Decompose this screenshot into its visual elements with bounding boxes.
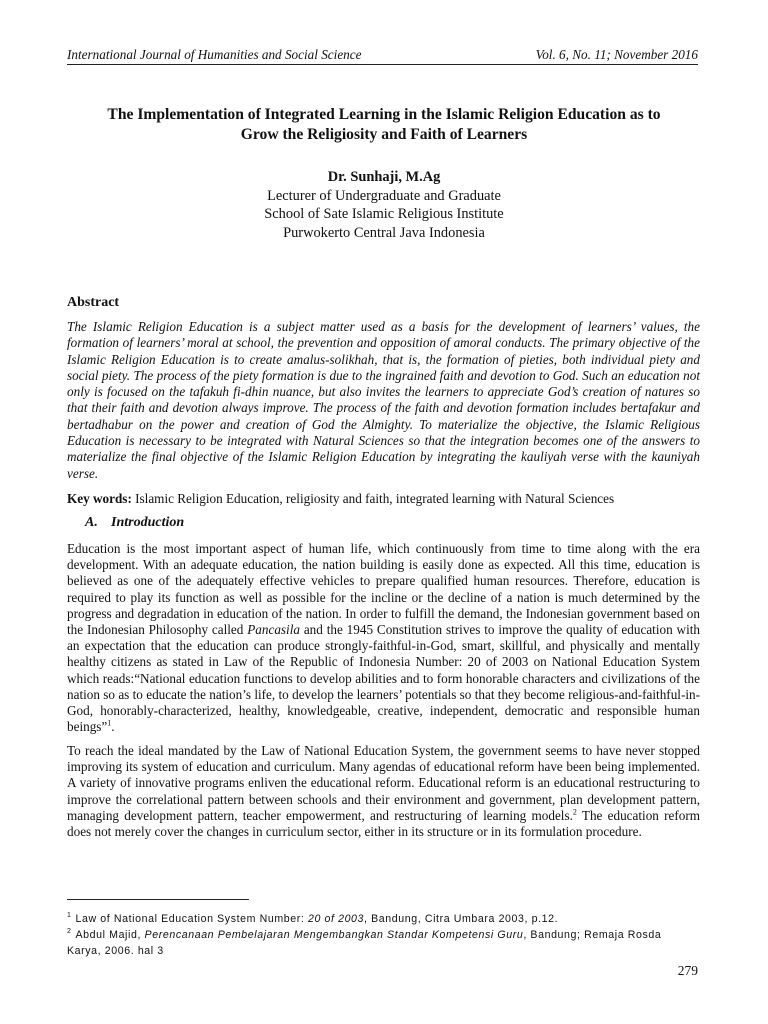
author-affiliation-3: Purwokerto Central Java Indonesia [283,224,485,241]
paragraph-1-text-b: and the 1945 Constitution strives to improve the quality of education with an expectation that the education can produce strongly-faithful-in-God, smart, skillful, and physically and mentally healthy citizens as stated in Law of the Republic of Indonesia Number: 20 of 2003 on National Education System which reads:“National education functions to develop abilities and to form honorable characters and civilizations of the nation so as to educate the nation’s life, to develop the learners’ potentials so that they become religious-and-faithful-in-God, honorably-characterized, healthy, knowledgeable, creative, independent, democratic and responsible human beings” [67,622,700,735]
footnote-1 [67,911,687,927]
paragraph-1-end: . [111,719,115,735]
page-number: 279 [677,963,698,978]
footnote-2-text-b: , Bandung; Remaja Rosda Karya, 2006. hal 3 [67,929,662,957]
footnote-1-italic: 20 of 2003 [307,913,365,925]
paragraph-2-text-b: The education reform does not merely cover the changes in curriculum sector, either in its structure or in its formulation procedure. [67,807,701,840]
section-heading-introduction [85,514,184,532]
paragraph-2-text-a: To reach the ideal mandated by the Law of National Education System, the government seems to have never stopped improving its system of education and curriculum. Many agendas of educational reform have been being implemented. A variety of innovative programs enliven the educational reform. Educational reform is an educational restructuring to improve the correlational pattern between schools and their environment and government, plan development pattern, managing development pattern, teacher empowerment, and restructuring of learning models. [67,743,700,823]
keywords-text: Islamic Religion Education, religiosity and faith, integrated learning with Natural Sciences [131,491,615,506]
paper-title-line-2: Grow the Religiosity and Faith of Learners [240,126,528,143]
running-header [67,46,698,64]
body-paragraph-2 [67,743,700,840]
issue-info: Vol. 6, No. 11; November 2016 [535,47,698,62]
abstract-text: The Islamic Religion Education is a subject matter used as a basis for the development of learners’ values, the formation of learners’ moral at school, the prevention and opposition of amoral conducts. The primary objective of the Islamic Religion Education is to create amalus-solikhah, that is, the formation of pieties, both individual piety and social piety. The process of the piety formation is due to the ingrained faith and devotion to God. Such an education not only is focused on the tafakuh fi-dhin nuance, but also invites the learners to appreciate God’s creation of natures so that their faith and devotion always improve. The process of the faith and devotion formation includes bertafakur and bertadhabur on the power and creation of God the Almighty. To materialize the objective, the Islamic Religious Education is necessary to be integrated with Natural Sciences so that the integration becomes one of the answers to materialize the final objective of the Islamic Religion Education by integrating the kauliyah verse with the kauniyah verse. [67,319,700,481]
footnote-2-text-a: Abdul Majid, [75,929,145,941]
header-divider [67,64,698,65]
section-title: Introduction [111,515,185,530]
paper-title-line-1: The Implementation of Integrated Learning in the Islamic Religion Education as to [107,106,661,123]
author-name: Dr. Sunhaji, M.Ag [327,169,441,185]
journal-name: International Journal of Humanities and Social Science [67,47,362,62]
pancasila-term: Pancasila [247,622,300,638]
footnote-1-mark: 1 [67,912,72,920]
footnote-1-text-a: Law of National Education System Number: [75,913,308,925]
footnote-2-mark: 2 [67,928,72,936]
footnote-ref-1[interactable]: 1 [107,718,112,728]
footnotes [67,911,687,959]
footnote-ref-2[interactable]: 2 [572,807,577,817]
footnote-2 [67,927,687,959]
body-paragraph-1 [67,541,700,735]
keywords [67,491,700,507]
author-block [60,168,708,242]
footnote-1-text-b: , Bandung, Citra Umbara 2003, p.12. [364,913,559,925]
abstract-heading: Abstract [67,295,120,310]
footnote-2-italic: Perencanaan Pembelajaran Mengembangkan Standar Kompetensi Guru [144,929,524,941]
footnote-divider [67,899,249,900]
author-affiliation-2: School of Sate Islamic Religious Institute [264,206,504,222]
section-letter: A. [85,515,98,530]
paragraph-1-text-a: Education is the most important aspect of human life, which continuously from time to time along with the era development. With an adequate education, the nation building is easily done as expected. All this time, education is believed as one of the adequately effective vehicles to prepare qualified human resources. Therefore, education is required to play its function as well as possible for the incline or the decline of a nation is much determined by the progress and degradation in education of the nation. In order to fulfill the demand, the Indonesian government based on the Indonesian Philosophy called [67,541,700,638]
author-affiliation-1: Lecturer of Undergraduate and Graduate [267,187,501,204]
keywords-label: Key words: [67,491,132,506]
paper-title [60,105,708,145]
